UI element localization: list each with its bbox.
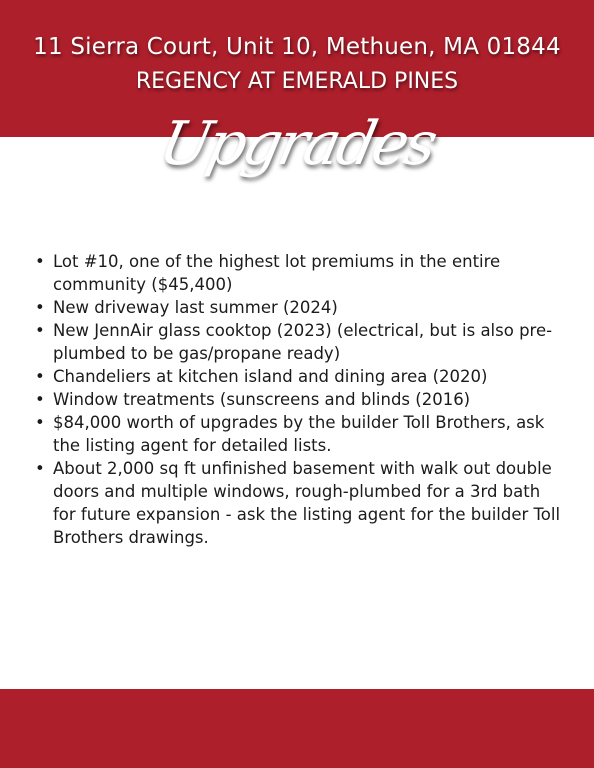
list-item [32,365,562,388]
bullet-icon: • [35,459,45,478]
list-item-text: Window treatments (sunscreens and blinds (2016) [53,390,471,409]
list-item-text: Chandeliers at kitchen island and dining area (2020) [53,367,488,386]
list-item-text: About 2,000 sq ft unfinished basement with walk out double doors and multiple windows, rough-plumbed for a 3rd bath for future expansion - ask the listing agent for the builder Toll Brothers drawings. [53,459,561,547]
bullet-icon: • [35,298,45,317]
property-address: 11 Sierra Court, Unit 10, Methuen, MA 01844 [33,34,561,60]
bullet-icon: • [35,252,45,271]
community-name: REGENCY AT EMERALD PINES [135,69,459,94]
list-item [32,296,562,319]
list-item-text: New driveway last summer (2024) [53,298,338,317]
list-item-text: $84,000 worth of upgrades by the builder Toll Brothers, ask the listing agent for detailed lists. [53,413,545,455]
bullet-icon: • [35,321,45,340]
bullet-icon: • [35,390,45,409]
list-item [32,411,562,457]
bullet-icon: • [35,413,45,432]
footer-band [0,689,594,768]
list-item [32,457,562,549]
upgrades-title: Upgrades [153,109,441,179]
list-item [32,319,562,365]
upgrades-list [32,250,562,549]
list-item-text: Lot #10, one of the highest lot premiums in the entire community ($45,400) [53,252,501,294]
list-item [32,388,562,411]
bullet-icon: • [35,367,45,386]
list-item-text: New JennAir glass cooktop (2023) (electrical, but is also pre-plumbed to be gas/propane ready) [53,321,553,363]
list-item [32,250,562,296]
